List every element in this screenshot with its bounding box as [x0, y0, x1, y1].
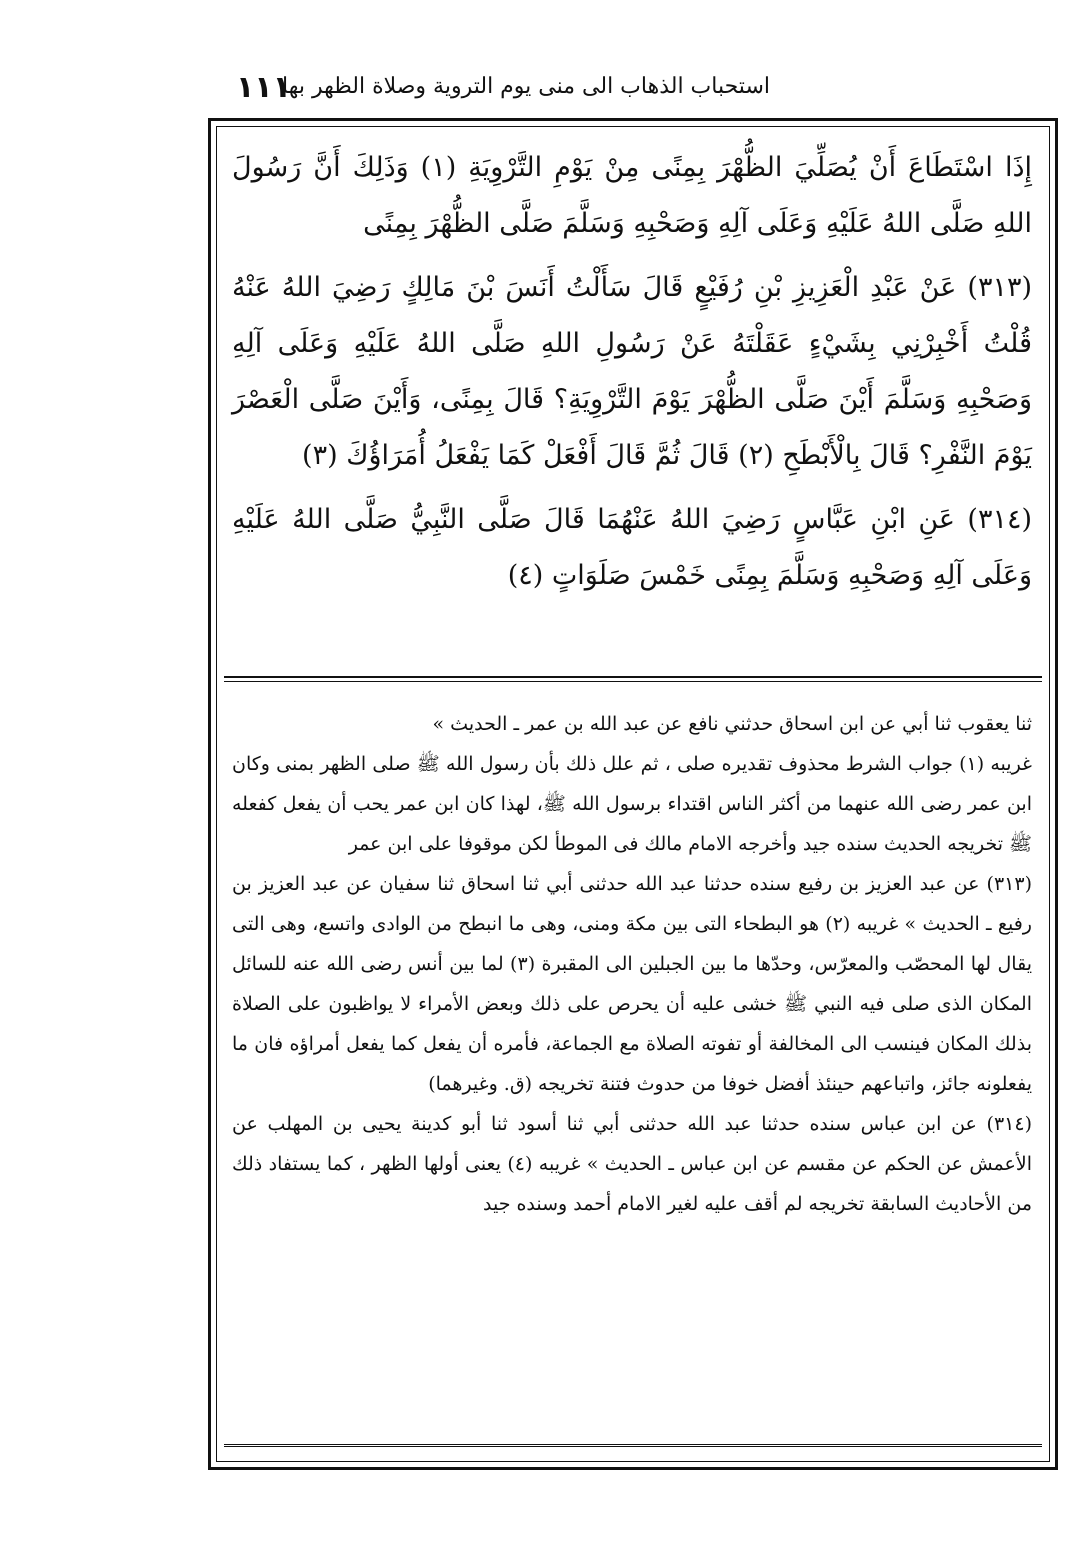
bottom-rule — [224, 1444, 1042, 1447]
hadith-paragraph-intro: إِذَا اسْتَطَاعَ أَنْ يُصَلِّيَ الظُّهْرَ بِمِنًى مِنْ يَوْمِ التَّرْوِيَةِ (١) وَذَلِكَ أَنَّ رَسُولَ اللهِ صَلَّى اللهُ عَلَيْهِ وَعَلَى آلِهِ وَصَحْبِهِ وَسَلَّمَ صَلَّى الظُّهْرَ بِمِنًى — [232, 152, 1032, 239]
footnote-divider-thin — [224, 681, 1042, 682]
note-paragraph: غريبه (١) جواب الشرط محذوف تقديره صلى ، ثم علل ذلك بأن رسول الله ﷺ صلى الظهر بمنى وكان ابن عمر رضى الله عنهما من أكثر الناس اقتداء برسول الله ﷺ، لهذا كان ابن عمر يحب أن يفعل كفعله ﷺ تخريجه الحديث سنده جيد وأخرجه الامام مالك فى الموطأ لكن موقوفا على ابن عمر — [232, 753, 1032, 855]
hadith-paragraph-314: (٣١٤) عَنِ ابْنِ عَبَّاسٍ رَضِيَ اللهُ عَنْهُمَا قَالَ صَلَّى النَّبِيُّ صَلَّى اللهُ عَلَيْهِ وَعَلَى آلِهِ وَصَحْبِهِ وَسَلَّمَ بِمِنًى خَمْسَ صَلَوَاتٍ (٤) — [232, 504, 1032, 591]
page-number: ١١١ — [236, 70, 291, 105]
hadith-paragraph-313: (٣١٣) عَنْ عَبْدِ الْعَزِيزِ بْنِ رُفَيْعٍ قَالَ سَأَلْتُ أَنَسَ بْنَ مَالِكٍ رَضِيَ اللهُ عَنْهُ قُلْتُ أَخْبِرْنِي بِشَيْءٍ عَقَلْتَهُ عَنْ رَسُولِ اللهِ صَلَّى اللهُ عَلَيْهِ وَعَلَى آلِهِ وَصَحْبِهِ وَسَلَّمَ أَيْنَ صَلَّى الظُّهْرَ يَوْمَ التَّرْوِيَةِ؟ قَالَ بِمِنًى، وَأَيْنَ صَلَّى الْعَصْرَ يَوْمَ النَّفْرِ؟ قَالَ بِالْأَبْطَحِ (٢) قَالَ ثُمَّ قَالَ أَفْعَلْ كَمَا يَفْعَلُ أُمَرَاؤُكَ (٣) — [232, 272, 1032, 471]
page-header — [200, 68, 950, 110]
note-paragraph: ثنا يعقوب ثنا أبي عن ابن اسحاق حدثني نافع عن عبد الله بن عمر ـ الحديث » — [432, 713, 1032, 735]
note-paragraph: (٣١٤) عن ابن عباس سنده حدثنا عبد الله حدثنى أبي ثنا أسود ثنا أبو كدينة يحيى بن المهلب عن الأعمش عن الحكم عن مقسم عن ابن عباس ـ الحديث » غريبه (٤) يعنى أولها الظهر ، كما يستفاد ذلك من الأحاديث السابقة تخريجه لم أقف عليه لغير الامام أحمد وسنده جيد — [232, 1113, 1032, 1215]
running-title: استحباب الذهاب الى منى يوم التروية وصلاة الظهر بها — [282, 74, 770, 99]
main-hadith-text — [232, 140, 1032, 612]
footnote-divider — [224, 676, 1042, 678]
note-paragraph: (٣١٣) عن عبد العزيز بن رفيع سنده حدثنا عبد الله حدثنى أبي ثنا اسحاق ثنا سفيان عن عبد العزيز بن رفيع ـ الحديث » غريبه (٢) هو البطحاء التى بين مكة ومنى، وهى ما انبطح من الوادى واتسع، وهى التى يقال لها المحصّب والمعرّس، وحدّها ما بين الجبلين الى المقبرة (٣) لما بين أنس رضى الله عنه للسائل المكان الذى صلى فيه النبي ﷺ خشى عليه أن يحرص على ذلك وبعض الأمراء لا يواظبون على الصلاة بذلك المكان فينسب الى المخالفة أو تفوته الصلاة مع الجماعة، فأمره أن يفعل كما يفعل أمراؤه فان ما يفعلونه جائز، واتباعهم حينئذ أفضل خوفا من حدوث فتنة تخريجه (ق. وغيرهما) — [232, 873, 1032, 1095]
commentary-notes — [232, 704, 1032, 1224]
